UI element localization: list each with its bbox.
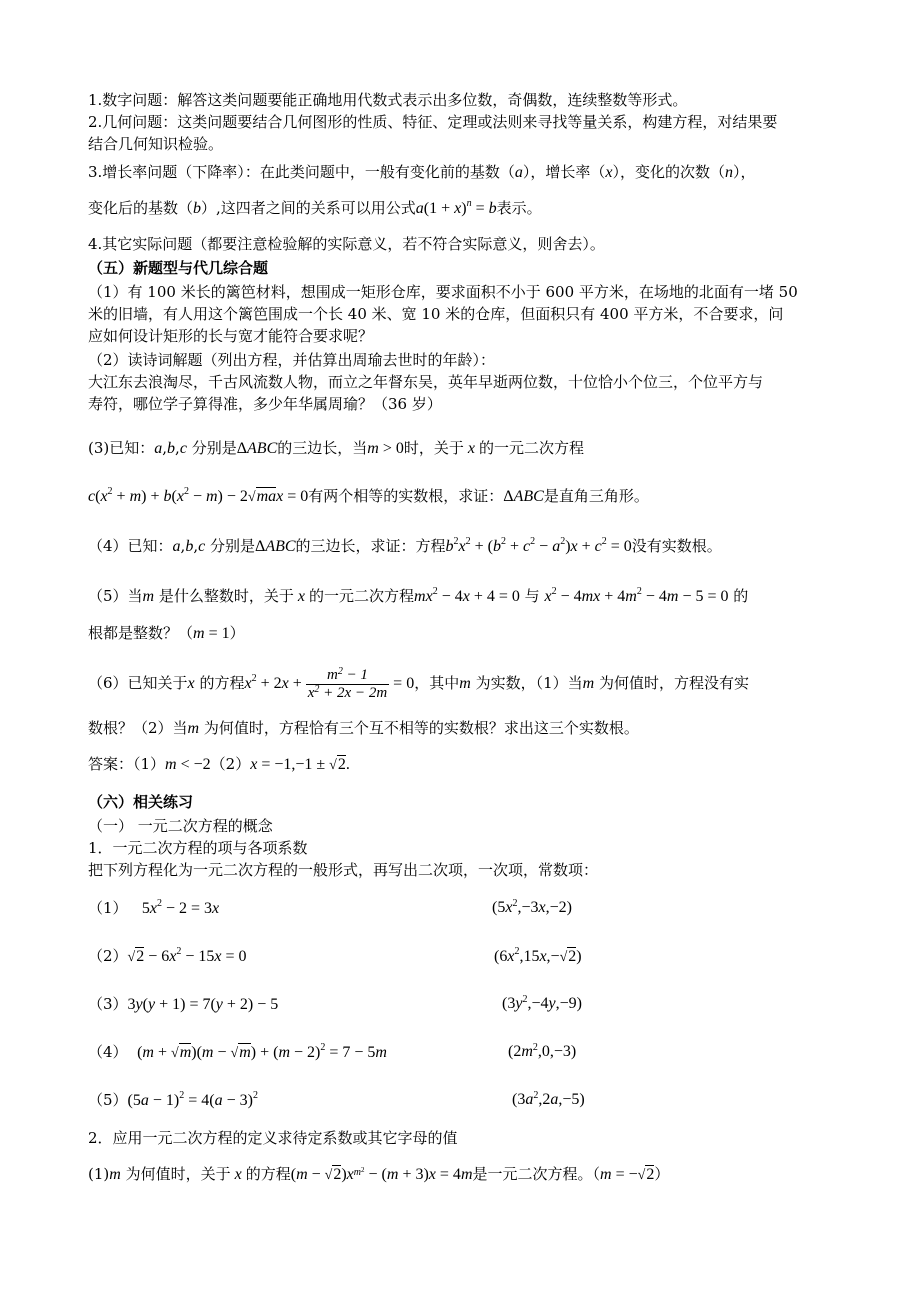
section-heading-5: （五）新题型与代几综合题	[88, 259, 269, 277]
growth-text-5: 变化后的基数（	[88, 199, 194, 217]
growth-text-2: ），增长率（	[522, 163, 606, 181]
exercise-3: （3）3y(y + 1) = 7(y + 2) − 5 $(3y^2,-4y,-9)$	[88, 994, 582, 1013]
p4-text-1: （4）已知：	[88, 537, 173, 555]
growth-text-4: ），	[732, 163, 756, 181]
problem-6-line-1: （6）已知关于x 的方程$x^2 + 2x$ + $\frac{m^2 - 1}{x^2 + 2x - 2m}$ = 0，其中m 为实数，（1）当m 为何值时，方程没有实	[88, 665, 749, 701]
r1-text-3: 的方程	[245, 1165, 291, 1183]
text-line-number-problem: 1.数字问题：解答这类问题要能正确地用代数式表示出多位数，奇偶数，连续整数等形式。	[88, 91, 688, 109]
exercise-3-answer: $(3y^2,-4y,-9)$	[502, 994, 582, 1012]
growth-text-3: ），变化的次数（	[612, 163, 725, 181]
growth-text-7: 表示。	[496, 199, 542, 217]
p3-text-6: 有两个相等的实数根，求证：	[308, 487, 504, 505]
exercise-2-label: （2）	[88, 947, 128, 965]
growth-text-6: ）,这四者之间的关系可以用公式	[201, 199, 416, 217]
problem-4-line: （4）已知：a,b,c 分别是ΔABC的三边长，求证：方程$b^2x^2 + (b^2 + c^2 - a^2)x + c^2 = 0$没有实数根。	[88, 536, 722, 555]
p6-text-1: （6）已知关于	[88, 674, 188, 692]
problem-1-line-2: 米的旧墙，有人用这个篱笆围成一个长 40 米、宽 10 米的仓库，但面积只有 400 平方米，不合要求，问	[88, 305, 784, 323]
p3-text-4: 时，关于	[403, 439, 464, 457]
r1-text-2: 为何值时，关于	[125, 1165, 231, 1183]
text-line-growth-formula: 变化后的基数（b）,这四者之间的关系可以用公式$a(1 + x)^n = b$表示。	[88, 198, 542, 217]
r1-text-4: 是一元二次方程。（	[472, 1165, 601, 1183]
definition-exercise-1: (1)m 为何值时，关于 x 的方程$(m - √2)x^{m^2} - (m + 3)x = 4m$是一元二次方程。（m = −√2）	[88, 1165, 670, 1183]
text-line-geometry-problem: 2.几何问题：这类问题要结合几何图形的性质、特征、定理或法则来寻找等量关系，构建方程，对结果要	[88, 113, 778, 131]
exercise-5-answer: $(3a^2,2a,-5)$	[512, 1090, 585, 1108]
problem-5-line-2: 根都是整数？（m = 1）	[88, 624, 245, 642]
p5-text-7: ）	[229, 624, 245, 642]
text-line-geometry-check: 结合几何知识检验。	[88, 135, 224, 153]
r1-text-5: ）	[654, 1165, 670, 1183]
exercise-4-label: （4）	[88, 1043, 128, 1061]
p4-text-2: 分别是	[210, 537, 256, 555]
answer-line: 答案：（1）m < −2（2）x = −1,−1 ± √2.	[88, 755, 350, 773]
p5-text-2: 是什么整数时，关于	[158, 587, 294, 605]
p3-text-2: 分别是	[191, 439, 237, 457]
problem-3-line-2: $c(x^2 + m) + b(x^2 - m) - 2√\max = 0$有两个相等的实数根，求证：ΔABC是直角三角形。	[88, 486, 649, 505]
exercise-5: $(5)(5a - 1)^2 = 4(a - 3)^2$ $(3a^2,2a,-5)$	[88, 1090, 585, 1109]
text-line-growth-rate: 3.增长率问题（下降率）：在此类问题中，一般有变化前的基数（a），增长率（x），变化的次数（n），	[88, 163, 756, 181]
answer-part-2: （2）	[210, 755, 251, 773]
problem-6-line-2: 数根？（2）当m 为何值时，方程恰有三个互不相等的实数根？求出这三个实数根。	[88, 719, 639, 737]
problem-5-line-1: （5）当m 是什么整数时，关于 x 的一元二次方程$mx^2 - 4x + 4 = 0$ 与 $x^2 - 4mx + 4m^2 - 4m - 5 = 0$ 的	[88, 586, 749, 605]
p5-text-5: 的	[733, 587, 749, 605]
p6-text-6: 数根？（2）当	[88, 719, 188, 737]
growth-text-1: 3.增长率问题（下降率）：在此类问题中，一般有变化前的基数（	[88, 163, 515, 181]
text-line-other-problems: 4.其它实际问题（都要注意检验解的实际意义，若不符合实际意义，则舍去）。	[88, 235, 605, 253]
p3-text-1: (3)已知：	[88, 439, 155, 457]
p6-text-3: ，其中	[414, 674, 460, 692]
p5-text-4: 与	[524, 587, 540, 605]
exercise-4-answer: $(2m^2,0,-3)$	[508, 1042, 577, 1060]
p4-text-3: 的三边长，求证：方程	[295, 537, 446, 555]
problem-1-line-3: 应如何设计矩形的长与宽才能符合要求呢？	[88, 327, 374, 345]
growth-formula: $a(1 + x)^n = b$	[415, 198, 497, 217]
problem-2-line-1: （2）读诗词解题（列出方程，并估算出周瑜去世时的年龄）：	[88, 351, 496, 369]
p6-text-4: 为实数，（1）当	[475, 674, 583, 692]
problem-2-line-3: 寿符，哪位学子算得准，多少年华属周瑜？（36 岁）	[88, 395, 442, 413]
p4-text-4: 没有实数根。	[631, 537, 722, 555]
problem-1-line-1: （1）有 100 米长的篱笆材料，想围成一矩形仓库，要求面积不小于 600 平方米，在场地的北面有一堵 50	[88, 283, 798, 301]
subsection-1-2: 2．应用一元二次方程的定义求待定系数或其它字母的值	[88, 1129, 458, 1147]
p3-text-3: 的三边长，当	[277, 439, 368, 457]
exercise-3-label: （3）	[88, 995, 128, 1013]
exercise-1: （1） $5x^2 - 2 = 3x$ $(5x^2,-3x,-2)$	[88, 898, 572, 917]
p6-fraction: $\frac{m^2 - 1}{x^2 + 2x - 2m}$	[307, 665, 388, 701]
p3-text-5: 的一元二次方程	[478, 439, 584, 457]
exercise-2: $(2)√2 - 6x^2 - 15x = 0$ $(6x^2,15x,-√2)$	[88, 946, 836, 968]
p5-text-1: （5）当	[88, 587, 143, 605]
exercise-4: （4） $(m + √m)(m - √m) + (m - 2)^2 = 7 - 5m$ $(2m^2,0,-3)$	[88, 1042, 577, 1061]
exercise-1-label: （1）	[88, 899, 128, 917]
p6-text-7: 为何值时，方程恰有三个互不相等的实数根？求出这三个实数根。	[203, 719, 639, 737]
p5-text-6: 根都是整数？（	[88, 624, 194, 642]
p6-text-2: 的方程	[199, 674, 245, 692]
problem-2-line-2: 大江东去浪淘尽，千古风流数人物，而立之年督东吴，英年早逝两位数，十位恰小个位三，个位平方与	[88, 373, 764, 391]
p3-text-7: 是直角三角形。	[543, 487, 649, 505]
r1-text-1: (1)	[88, 1165, 110, 1183]
exercise-1-answer: $(5x^2,-3x,-2)$	[492, 898, 572, 916]
problem-3-line-1: (3)已知：a,b,c 分别是ΔABC的三边长，当m > 0时，关于 x 的一元二次方程	[88, 439, 584, 457]
exercise-5-label: （5）	[88, 1091, 128, 1109]
exercise-2-answer: $(6x^2,15x,-√2)$	[494, 946, 582, 965]
answer-label: 答案：（1）	[88, 755, 166, 773]
section-heading-6: （六）相关练习	[88, 793, 194, 811]
subsection-1-1: 1．一元二次方程的项与各项系数	[88, 839, 308, 857]
instruction-line: 把下列方程化为一元二次方程的一般形式，再写出二次项，一次项，常数项：	[88, 861, 599, 879]
p5-text-3: 的一元二次方程	[309, 587, 415, 605]
subsection-1: （一） 一元二次方程的概念	[88, 817, 273, 835]
p6-text-5: 为何值时，方程没有实	[598, 674, 749, 692]
